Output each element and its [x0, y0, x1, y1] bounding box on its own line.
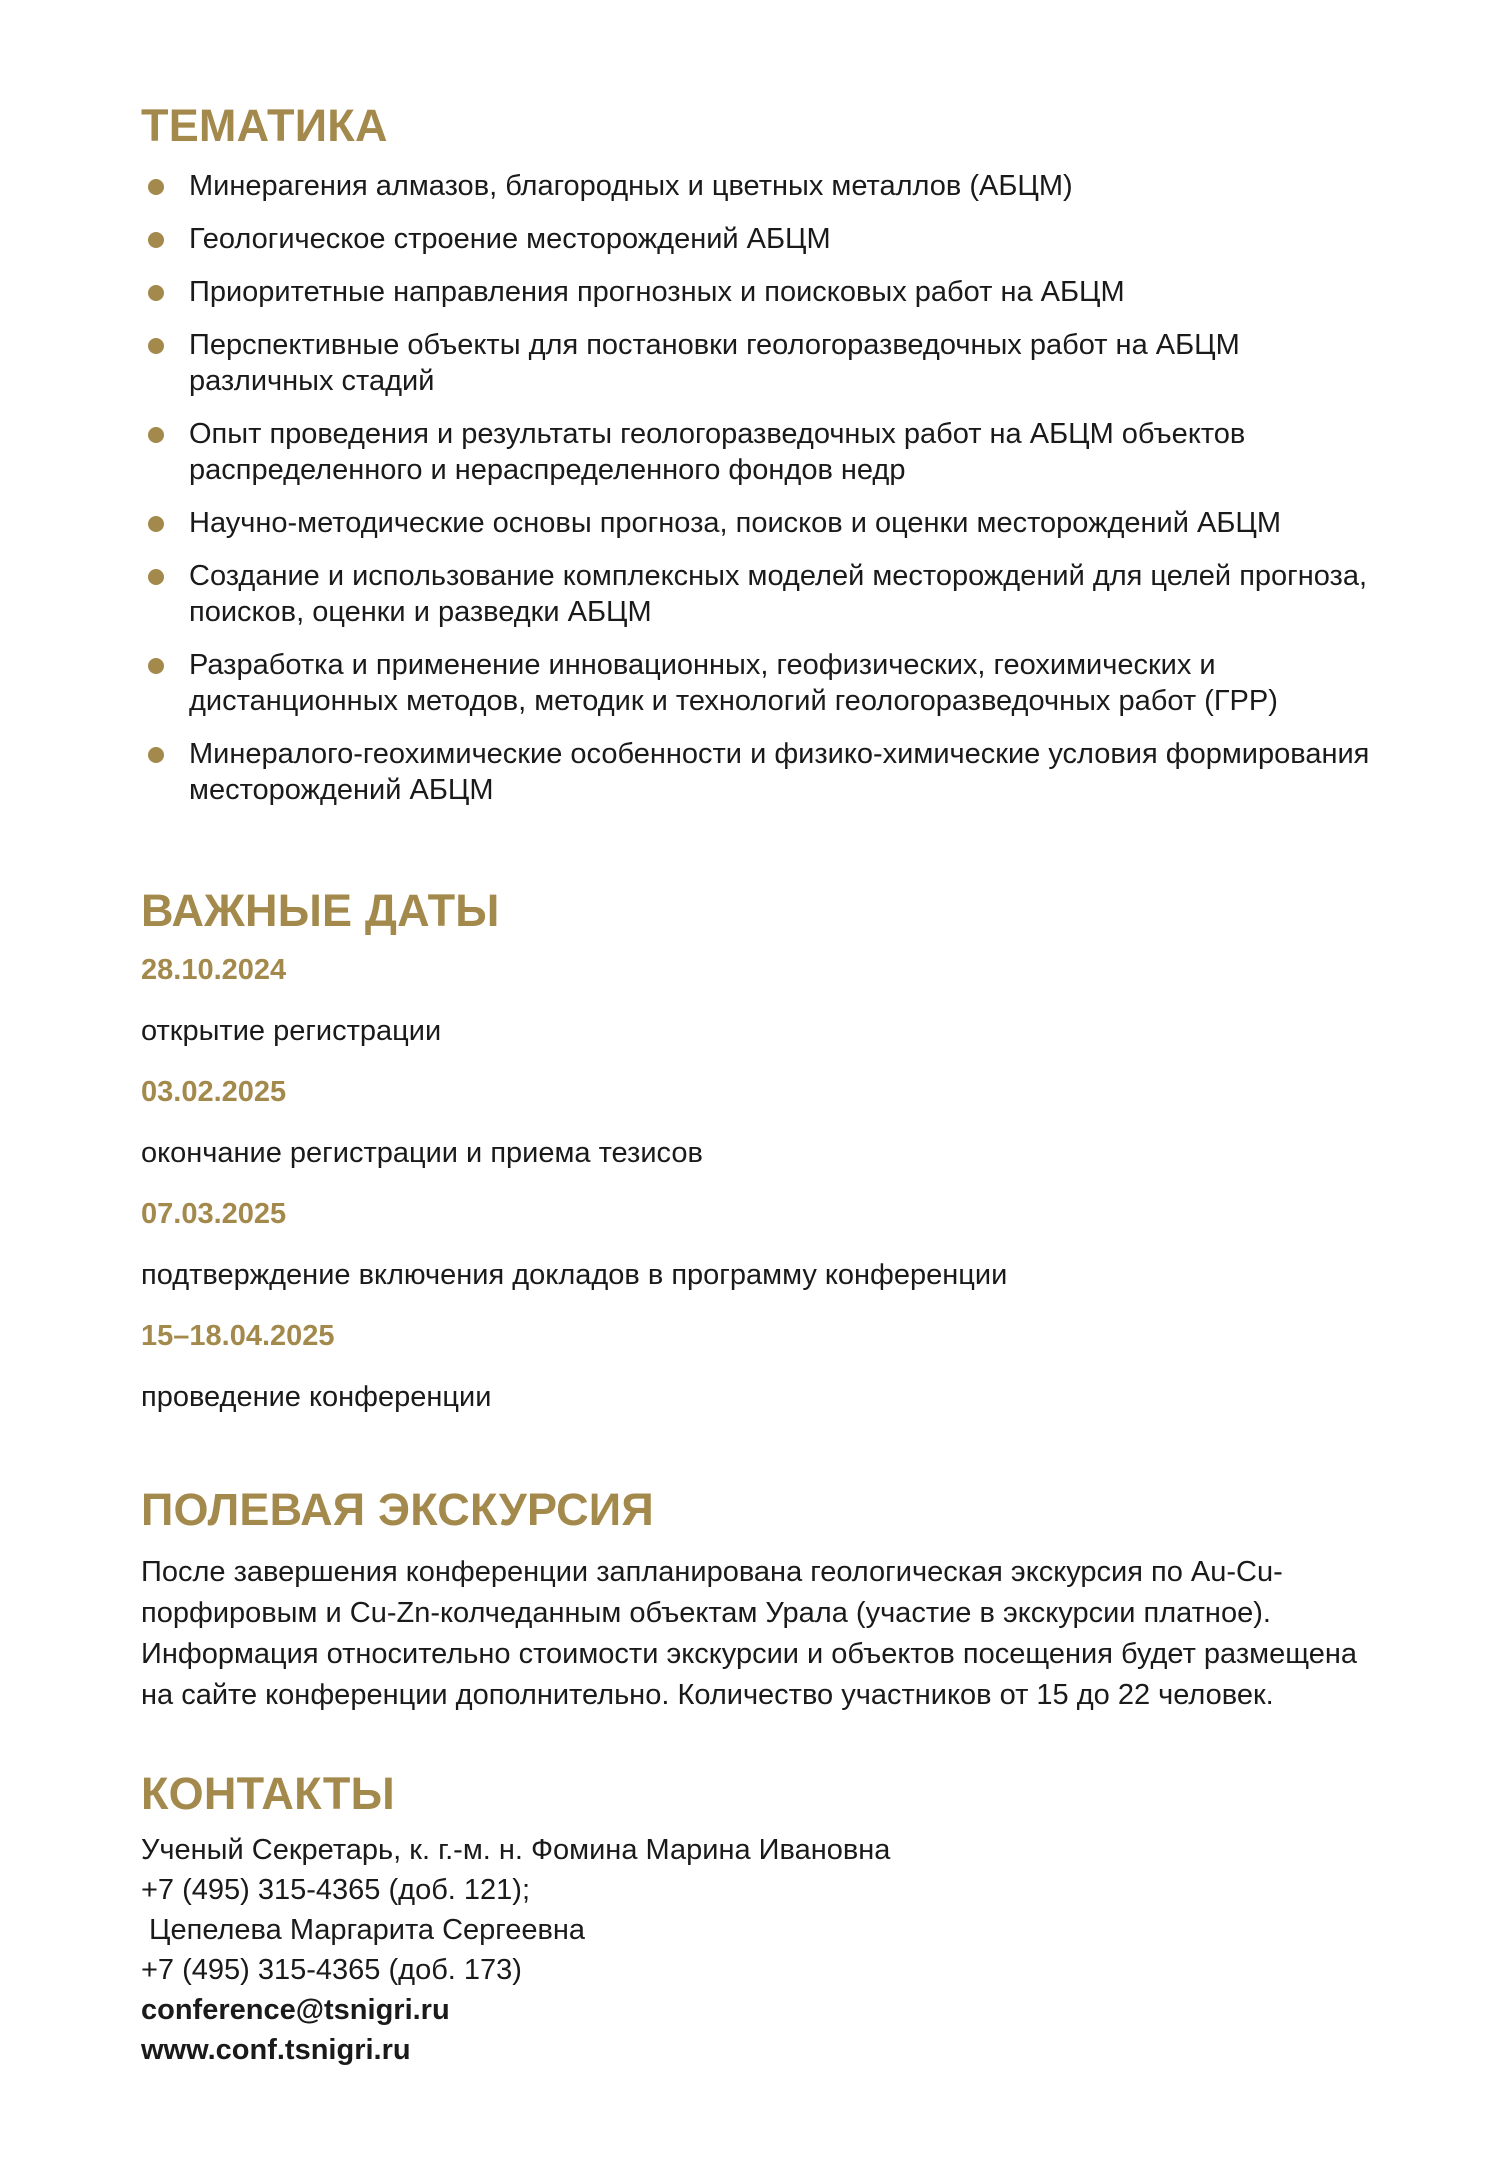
- topic-line: Минерагения алмазов, благородных и цветных металлов (АБЦМ): [189, 170, 1073, 202]
- contact-person: Цепелева Маргарита Сергеевна: [141, 1914, 586, 1946]
- date-item: [141, 1074, 1341, 1196]
- contacts-title: КОНТАКТЫ: [141, 1768, 395, 1819]
- list-item: [141, 221, 1441, 257]
- bullet-icon: [148, 569, 164, 585]
- list-item: [141, 274, 1441, 310]
- date-item: [141, 1196, 1341, 1318]
- list-item: [141, 736, 1441, 808]
- bullet-icon: [148, 232, 164, 248]
- topic-line: Геологическое строение месторождений АБЦМ: [189, 223, 831, 255]
- list-item: [141, 505, 1441, 541]
- contact-phone: +7 (495) 315-4365 (доб. 173): [141, 1954, 522, 1986]
- topic-line: Создание и использование комплексных моделей месторождений для целей прогноза,: [189, 560, 1368, 592]
- date-value: 28.10.2024: [141, 954, 287, 986]
- list-item: [141, 168, 1441, 204]
- topic-line: Минералого-геохимические особенности и физико-химические условия формирования: [189, 738, 1370, 770]
- excursion-line: Информация относительно стоимости экскурсии и объектов посещения будет размещена: [141, 1638, 1358, 1670]
- date-item: [141, 1318, 1341, 1440]
- bullet-icon: [148, 285, 164, 301]
- bullet-icon: [148, 338, 164, 354]
- bullet-icon: [148, 179, 164, 195]
- date-description: открытие регистрации: [141, 1015, 442, 1047]
- dates-list: [141, 952, 1341, 1440]
- excursion-line: порфировым и Cu-Zn-колчеданным объектам Урала (участие в экскурсии платное).: [141, 1597, 1271, 1629]
- bullet-icon: [148, 516, 164, 532]
- date-item: [141, 952, 1341, 1074]
- topic-line: Перспективные объекты для постановки геологоразведочных работ на АБЦМ: [189, 329, 1240, 361]
- topic-line: Приоритетные направления прогнозных и поисковых работ на АБЦМ: [189, 276, 1125, 308]
- excursion-line: на сайте конференции дополнительно. Количество участников от 15 до 22 человек.: [141, 1679, 1274, 1711]
- date-description: окончание регистрации и приема тезисов: [141, 1137, 703, 1169]
- date-description: подтверждение включения докладов в программу конференции: [141, 1259, 1008, 1291]
- email-link[interactable]: conference@tsnigri.ru: [141, 1994, 450, 2026]
- topic-line: Научно-методические основы прогноза, поисков и оценки месторождений АБЦМ: [189, 507, 1281, 539]
- list-item: [141, 647, 1441, 719]
- topic-line: Разработка и применение инновационных, геофизических, геохимических и: [189, 649, 1216, 681]
- excursion-paragraph: [141, 1552, 1431, 1716]
- dates-title: ВАЖНЫЕ ДАТЫ: [141, 885, 500, 936]
- topic-line: дистанционных методов, методик и технологий геологоразведочных работ (ГРР): [189, 685, 1278, 717]
- topic-line: распределенного и нераспределенного фондов недр: [189, 454, 906, 486]
- date-description: проведение конференции: [141, 1381, 492, 1413]
- bullet-icon: [148, 658, 164, 674]
- bullet-icon: [148, 427, 164, 443]
- list-item: [141, 558, 1441, 630]
- contact-phone: +7 (495) 315-4365 (доб. 121);: [141, 1874, 531, 1906]
- bullet-icon: [148, 747, 164, 763]
- list-item: [141, 416, 1441, 488]
- excursion-line: После завершения конференции запланирована геологическая экскурсия по Au-Cu-: [141, 1556, 1283, 1588]
- website-link[interactable]: www.conf.tsnigri.ru: [141, 2034, 411, 2066]
- topic-line: Опыт проведения и результаты геологоразведочных работ на АБЦМ объектов: [189, 418, 1246, 450]
- excursion-title: ПОЛЕВАЯ ЭКСКУРСИЯ: [141, 1484, 654, 1535]
- date-value: 15–18.04.2025: [141, 1320, 335, 1352]
- topic-line: поисков, оценки и разведки АБЦМ: [189, 596, 652, 628]
- date-value: 07.03.2025: [141, 1198, 287, 1230]
- topic-line: месторождений АБЦМ: [189, 774, 494, 806]
- date-value: 03.02.2025: [141, 1076, 287, 1108]
- topic-line: различных стадий: [189, 365, 435, 397]
- topics-title: ТЕМАТИКА: [141, 100, 388, 151]
- contacts-block: [141, 1830, 1341, 2070]
- contact-person: Ученый Секретарь, к. г.-м. н. Фомина Марина Ивановна: [141, 1834, 891, 1866]
- topics-list: [141, 168, 1441, 825]
- list-item: [141, 327, 1441, 399]
